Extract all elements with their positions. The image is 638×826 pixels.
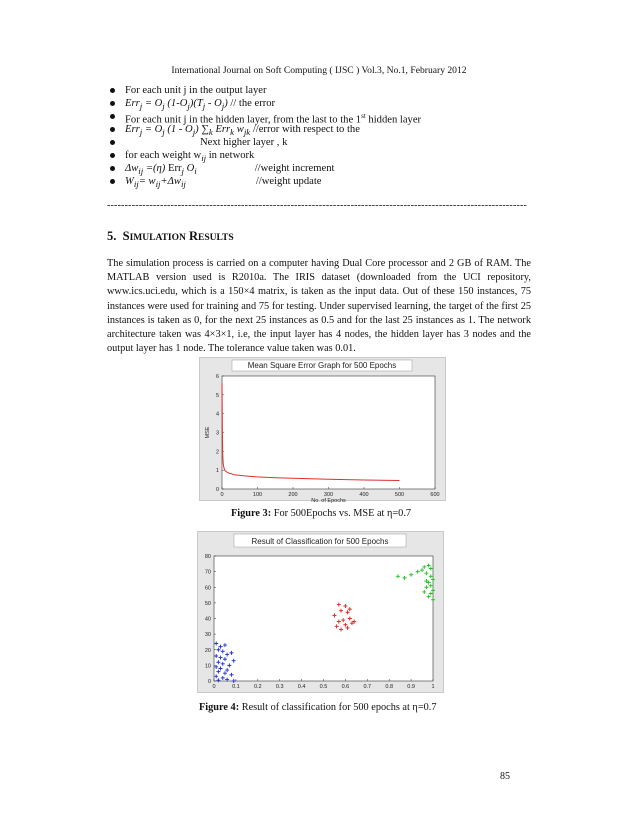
mse-x-tick-label: 600 [430, 492, 440, 498]
mse-x-tick-label: 500 [394, 492, 405, 498]
classification-x-tick-label: 0.7 [363, 684, 372, 690]
classification-plot-area [214, 556, 433, 681]
classification-y-tick-label: 10 [204, 663, 211, 670]
mse-y-tick-label: 2 [215, 449, 219, 456]
bullet-text: for each weight $w_{ij}$ in network [125, 150, 255, 164]
mse-plot-area [222, 376, 435, 489]
classification-x-tick-label: 0.4 [297, 684, 306, 690]
classification-y-tick-label: 50 [204, 600, 211, 607]
mse-y-tick-label: 6 [215, 374, 219, 380]
mse-y-tick-label: 4 [215, 411, 219, 418]
bullet-dot [110, 88, 115, 93]
classification-x-tick-label: 0.3 [275, 684, 284, 690]
bullet-dot [110, 140, 115, 145]
separator-line: ----------------------------------------------------------------------------------------------------------------------- [107, 200, 528, 211]
bullet-text: $Err_j = O_j$ $(1 - O_j)$ $\sum_k$ Err$_k$ $w_{jk}$ //error with respect to the [125, 124, 360, 138]
mse-x-tick-label: 100 [252, 492, 263, 498]
classification-y-tick-label: 20 [204, 647, 211, 654]
body-paragraph: The simulation process is carried on a computer having Dual Core processor and 2 GB of RAM. The MATLAB version used is R2010a. The IRIS dataset (downloaded from the UCI repository, www.ics.uci.edu, which is a 150×4 matrix, is taken as the input data. Out of these 150 instances, 75 instances were used for training and 75 for testing. Under supervised learning, the target of the first 25 instances is taken as 0, for the next 25 instances as 0.5 and for the last 25 instances as 1. The network architecture taken was 4×3×1, i.e, the input layer has 4 nodes, the hidden layer has 3 nodes and the output layer has 1 node. The tolerance value taken was 0.01. [107, 258, 531, 355]
mse-y-tick-label: 1 [215, 468, 219, 475]
bullet-text: $W_{ij}= w_{ij}+\Delta w_{ij}$ //weight update [125, 176, 322, 190]
mse-x-tick-label: 400 [359, 492, 369, 498]
bullet-dot [110, 179, 115, 184]
classification-title: Result of Classification for 500 Epochs [251, 537, 389, 546]
figure-4-caption: Figure 4: Result of classification for 500 epochs at η=0.7 [199, 702, 437, 713]
bullet-text: For each unit j in the output layer [125, 85, 267, 96]
mse-y-tick-label: 5 [215, 392, 219, 399]
mse-x-tick-label: 200 [288, 492, 298, 498]
mse-x-tick-label: 0 [220, 492, 224, 498]
running-header: International Journal on Soft Computing ( IJSC ) Vol.3, No.1, February 2012 [171, 65, 467, 76]
bullet-dot [110, 153, 115, 158]
bullet-dot [110, 166, 115, 171]
mse-y-tick-label: 0 [215, 487, 219, 493]
bullet-text: For each unit j in the hidden layer, from the last to the 1st hidden layer [125, 112, 422, 126]
bullet-text: $Err_j = O_j$ $(1-O_j)(T_j - O_j)$ // the error [125, 98, 276, 112]
bullet-dot [110, 114, 115, 119]
classification-x-tick-label: 0.9 [407, 684, 415, 690]
figure-classification-chart [197, 531, 444, 693]
section-heading: 5. SIMULATION RESULTS [107, 229, 234, 243]
mse-x-axis-label: No. of Epochs [311, 498, 346, 504]
classification-x-tick-label: 0.6 [341, 684, 350, 690]
mse-y-axis-label: MSE [205, 426, 211, 439]
bullet-dot [110, 127, 115, 132]
classification-x-tick-label: 1 [431, 684, 435, 690]
bullet-dot [110, 101, 115, 106]
mse-x-tick-label: 300 [323, 492, 334, 498]
classification-y-tick-label: 80 [204, 554, 211, 560]
classification-x-tick-label: 0 [212, 684, 216, 690]
bullet-text: $\Delta w_{ij} =(\eta)$ Err$_j$ $O_i$ //weight increment [125, 163, 335, 177]
classification-y-tick-label: 40 [204, 616, 211, 623]
mse-y-tick-label: 3 [215, 430, 219, 437]
classification-x-tick-label: 0.1 [232, 684, 240, 690]
classification-y-tick-label: 70 [204, 569, 211, 576]
classification-x-tick-label: 0.8 [385, 684, 394, 690]
classification-y-tick-label: 30 [204, 632, 211, 639]
mse-title: Mean Square Error Graph for 500 Epochs [247, 361, 397, 370]
classification-x-tick-label: 0.5 [319, 684, 328, 690]
classification-chart-svg [198, 532, 443, 692]
figure-mse-chart [199, 357, 446, 504]
bullet-text: Next higher layer , k [200, 137, 288, 148]
classification-x-tick-label: 0.2 [253, 684, 262, 690]
mse-chart-svg [200, 358, 445, 504]
figure-3-caption: Figure 3: For 500Epochs vs. MSE at η=0.7 [231, 508, 412, 519]
page-number: 85 [500, 771, 510, 782]
classification-y-tick-label: 0 [207, 679, 211, 685]
classification-y-tick-label: 60 [204, 585, 211, 592]
